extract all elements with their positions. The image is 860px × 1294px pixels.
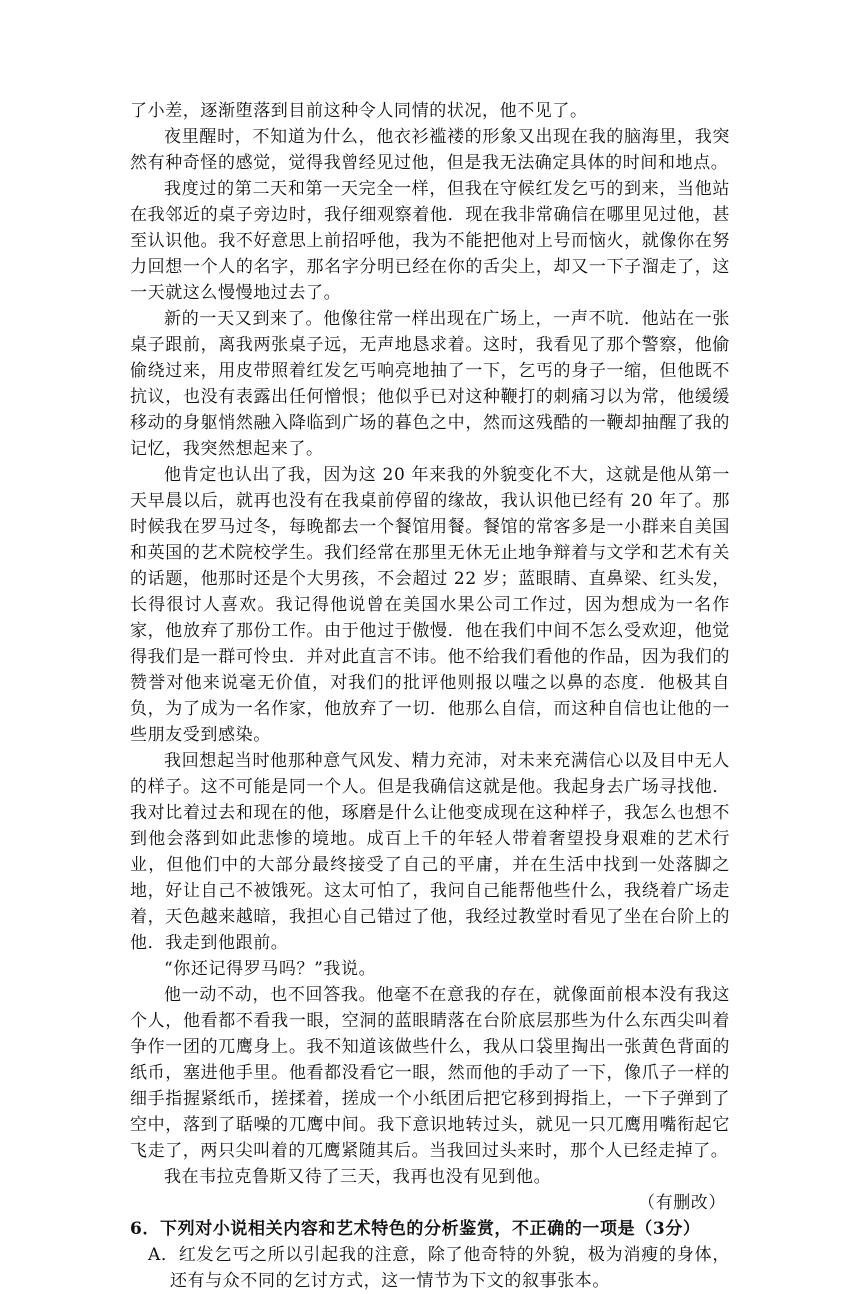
option-a: A．红发乞丐之所以引起我的注意，除了他奇特的外貌，极为消瘦的身体，还有与众不同的乞讨方式，这一情节为下文的叙事张本。 bbox=[148, 1245, 730, 1291]
paragraph: 我度过的第二天和第一天完全一样，但我在守候红发乞丐的到来，当他站在我邻近的桌子旁边时，我仔细观察着他．现在我非常确信在哪里见过他，甚至认识他。我不好意思上前招呼他，我为不能把他对上号而恼火，就像你在努力回想一个人的名字，那名字分明已经在你的舌尖上，却又一下子溜走了，这一天就这么慢慢地过去了。 bbox=[130, 179, 730, 303]
paragraph: 我在韦拉克鲁斯又待了三天，我再也没有见到他。 bbox=[164, 1167, 552, 1187]
source-note: （有删改） bbox=[638, 1193, 726, 1213]
paragraph: 新的一天又到来了。他像往常一样出现在广场上，一声不吭．他站在一张桌子跟前，离我两张桌子远，无声地恳求着。这时，我看见了那个警察，他偷偷绕过来，用皮带照着红发乞丐响亮地抽了一下，乞丐的身子一缩，但他既不抗议，也没有表露出任何憎恨；他似乎已对这种鞭打的刺痛习以为常，他缓缓移动的身躯悄然融入降临到广场的暮色之中，然而这残酷的一鞭却抽醒了我的记忆，我突然想起来了。 bbox=[130, 309, 730, 459]
story-text bbox=[130, 98, 730, 1190]
paragraph: 他一动不动，也不回答我。他毫不在意我的存在，就像面前根本没有我这个人，他看都不看我一眼，空洞的蓝眼睛落在台阶底层那些为什么东西尖叫着争作一团的兀鹰身上。我不知道该做些什么，我从口袋里掏出一张黄色背面的纸币，塞进他手里。他看都没看它一眼，然而他的手动了一下，像爪子一样的细手指握紧纸币，搓揉着，搓成一个小纸团后把它移到拇指上，一下子弹到了空中，落到了聒噪的兀鹰中间。我下意识地转过头，就见一只兀鹰用嘴衔起它飞走了，两只尖叫着的兀鹰紧随其后。当我回过头来时，那个人已经走掉了。 bbox=[130, 985, 730, 1161]
paragraph-continuation: 了小差，逐渐堕落到目前这种令人同情的状况，他不见了。 bbox=[130, 101, 588, 121]
paragraph: 我回想起当时他那种意气风发、精力充沛，对未来充满信心以及目中无人的样子。这不可能是同一个人。但是我确信这就是他。我起身去广场寻找他．我对比着过去和现在的他，琢磨是什么让他变成现在这种样子，我怎么也想不到他会落到如此悲惨的境地。成百上千的年轻人带着奢望投身艰难的艺术行业，但他们中的大部分最终接受了自己的平庸，并在生活中找到一处落脚之地，好让自己不被饿死。这太可怕了，我问自己能帮他些什么，我绕着广场走着，天色越来越暗，我担心自己错过了他，我经过教堂时看见了坐在台阶上的他．我走到他跟前。 bbox=[130, 751, 730, 953]
paragraph: 他肯定也认出了我，因为这 20 年来我的外貌变化不大，这就是他从第一天早晨以后，就再也没有在我桌前停留的缘故，我认识他已经有 20 年了。那时候我在罗马过冬，每晚都去一个餐馆用餐。餐馆的常客多是一小群来自美国和英国的艺术院校学生。我们经常在那里无休无止地争辩着与文学和艺术有关的话题，他那时还是个大男孩，不会超过 22 岁；蓝眼睛、直鼻梁、红头发，长得很讨人喜欢。我记得他说曾在美国水果公司工作过，因为想成为一名作家，他放弃了那份工作。由于他过于傲慢．他在我们中间不怎么受欢迎，他觉得我们是一群可怜虫．并对此直言不讳。他不给我们看他的作品，因为我们的赞誉对他来说毫无价值，对我们的批评他则报以嗤之以鼻的态度．他极其自负，为了成为一名作家，他放弃了一切．他那么自信，而这种自信也让他的一些朋友受到感染。 bbox=[130, 465, 730, 745]
dialogue-line: “你还记得罗马吗？”我说。 bbox=[164, 959, 377, 979]
question-title: 6．下列对小说相关内容和艺术特色的分析鉴赏，不正确的一项是（3分） bbox=[130, 1219, 701, 1239]
paragraph: 夜里醒时，不知道为什么，他衣衫褴褛的形象又出现在我的脑海里，我突然有种奇怪的感觉，觉得我曾经见过他，但是我无法确定具体的时间和地点。 bbox=[130, 127, 730, 173]
exam-page bbox=[130, 98, 730, 1294]
